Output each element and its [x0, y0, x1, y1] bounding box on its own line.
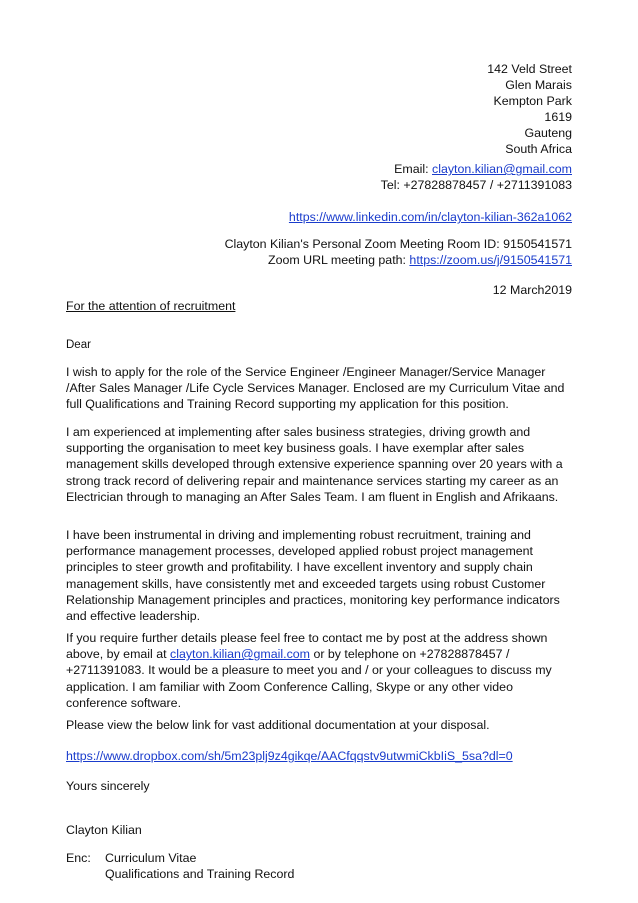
dropbox-line — [66, 748, 576, 764]
paragraph-4-start: If you require further details please feel free to contact me by post at the address shown above, by email at — [66, 631, 548, 662]
enclosure-item: Qualifications and Training Record — [105, 867, 295, 882]
salutation: Dear — [66, 339, 91, 351]
closing: Yours sincerely — [66, 779, 150, 793]
email-line — [381, 161, 572, 177]
enclosure-row — [66, 866, 576, 882]
address-line: Gauteng — [524, 126, 572, 140]
paragraph-4-email-link[interactable]: clayton.kilian@gmail.com — [170, 647, 310, 662]
letter-date: 12 March2019 — [492, 283, 572, 297]
linkedin-link[interactable]: https://www.linkedin.com/in/clayton-kilian-362a1062 — [288, 210, 572, 224]
address-line: Glen Marais — [505, 78, 572, 92]
paragraph-3: I have been instrumental in driving and implementing robust recruitment, training and performance management processes, developed applied robust project management principles to steer growth and profitability. I have excellent inventory and supply chain management skills, have consistently met and exceeded targets using robust Customer Relationship Management principles and practices, monitoring key performance indicators and effective leadership. — [66, 528, 560, 624]
enclosures — [66, 850, 576, 883]
attention-line: For the attention of recruitment — [66, 299, 236, 313]
email-label: Email: — [394, 162, 429, 176]
paragraph-2: I am experienced at implementing after sales business strategies, driving growth and supporting the organisation to meet key business goals. I have exemplar after sales management skills developed through extensive experience spanning over 20 years with a strong track record of delivering repair and maintenance services starting my career as an Electrician through to managing an After Sales Team. I am fluent in English and Afrikaans. — [66, 425, 563, 504]
address-line: South Africa — [505, 142, 572, 156]
enclosure-item: Curriculum Vitae — [105, 851, 197, 865]
enclosure-row — [66, 850, 576, 866]
contact-block — [381, 161, 572, 193]
linkedin-line — [289, 209, 572, 225]
zoom-room-line: Clayton Kilian's Personal Zoom Meeting Room ID: 9150541571 — [224, 237, 572, 251]
zoom-block — [225, 236, 572, 268]
address-line: Kempton Park — [493, 94, 572, 108]
paragraph-5: Please view the below link for vast additional documentation at your disposal. — [66, 718, 490, 732]
zoom-url-link[interactable]: https://zoom.us/j/9150541571 — [409, 253, 572, 267]
enclosure-label: Enc: — [66, 851, 91, 865]
dropbox-link[interactable]: https://www.dropbox.com/sh/5m23plj9z4gikqe/AACfqqstv9utwmiCkbIiS_5sa?dl=0 — [66, 749, 513, 763]
paragraph-4 — [66, 630, 576, 711]
zoom-url-line — [225, 252, 572, 268]
tel-line: Tel: +27828878457 / +2711391083 — [380, 178, 572, 192]
address-block — [487, 61, 572, 157]
zoom-url-label: Zoom URL meeting path: — [268, 253, 406, 267]
paragraph-1: I wish to apply for the role of the Service Engineer /Engineer Manager/Service Manager /After Sales Manager /Life Cycle Services Manager. Enclosed are my Curriculum Vitae and full Qualifications and Training Record supporting my application for this position. — [66, 365, 565, 412]
address-line: 142 Veld Street — [487, 62, 572, 76]
paragraph-4-end: or by telephone on +27828878457 / +2711391083. It would be a pleasure to meet you and / or your colleagues to discuss my application. I am familiar with Zoom Conference Calling, Skype or any other video conference software. — [66, 647, 552, 710]
signature-name: Clayton Kilian — [66, 823, 142, 837]
email-link[interactable]: clayton.kilian@gmail.com — [432, 162, 572, 176]
address-line: 1619 — [544, 110, 572, 124]
